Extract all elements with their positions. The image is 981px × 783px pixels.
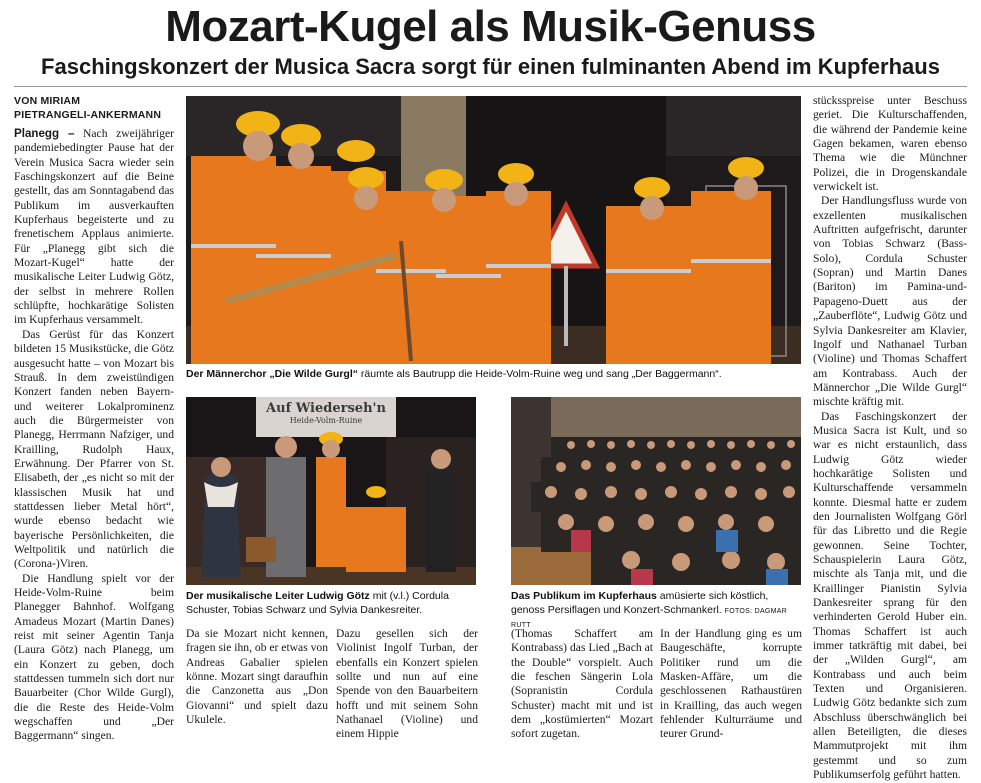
article-column-1 xyxy=(14,94,175,743)
paragraph: Dazu gesellen sich der Violinist Ingolf Turban, der ebenfalls ein Konzert spielen sollte und nun auf eine Spende von den Bauarbeitern hofft und mit seinem Sohn Nathanael (Violine) und einem Hippie xyxy=(336,627,478,741)
caption-left-photo xyxy=(186,590,478,617)
caption-main-bold: Der Männerchor „Die Wilde Gurgl“ xyxy=(186,368,359,380)
caption-left-text: mit (v.l.) Cordula Schuster, Tobias Schwarz und Sylvia Dankesreiter. xyxy=(186,590,449,616)
paragraph-text: Nach zweijähriger pandemiebedingter Pause hat der Verein Musica Sacra wieder sein Faschingskonzert auf die Beine gestellt, das am Sonntagabend das Publikum im ausverkauften Kupferhaus begeisterte und zu frenetischem Applaus animierte. Für „Planegg gibt sich die Mozart-Kugel“ hatte der musikalische Leiter Ludwig Götz, der selbst in mehrere Rollen schlüpfte, hochkarätige Solisten im Kupferhaus versammelt. xyxy=(14,127,175,327)
caption-right-text: amüsierte sich köstlich, genoss Persiflagen und Konzert-Schmankerl. xyxy=(511,590,769,616)
paragraph xyxy=(14,127,174,328)
caption-main-photo xyxy=(186,368,801,382)
article-column-3 xyxy=(336,627,478,741)
byline-line-2: PIETRANGELI-ANKERMANN xyxy=(14,109,162,121)
photo-publikum xyxy=(511,397,801,585)
byline-line-1: VON MIRIAM xyxy=(14,95,81,107)
paragraph: Das Gerüst für das Konzert bildeten 15 Musikstücke, die Götz ausgesucht hatte – von Mozart bis Strauß. In dem zweistündigen Konzert fanden neben Bayern- und weiterer Lokalprominenz auch die Bürgermeister von Planegg, Herrmann Nafziger, und Krailling, Rudolph Haux, Erwähnung. Der Pfarrer von St. Elisabeth, der „es nicht so mit der klassischen Musik hat und stattdessen lieber Metal hört“, wurde ebenso bedacht wie bayerische Persönlichkeiten, die Weltpolitik und natürlich die (Corona-)Viren. xyxy=(14,327,174,571)
photo-credit: FOTOS: DAGMAR RUTT xyxy=(511,607,788,629)
article-column-4 xyxy=(511,627,653,741)
caption-right-bold: Das Publikum im Kupferhaus xyxy=(511,590,657,602)
subheadline: Faschingskonzert der Musica Sacra sorgt für einen fulminanten Abend im Kupferhaus xyxy=(41,54,940,79)
paragraph: Der Handlungsfluss wurde von exzellenten musikalischen Auftritten aufgefrischt, darunter von Tobias Schwarz (Bass-Solo), Cordula Schuster (Sopran) und Martin Danes (Bariton) im Pamina-und-Papageno-Duett aus der „Zauberflöte“, Ludwig Götz und Sylvia Dankesreiter am Klavier, Ingolf und Nathanael Turban (Violine) und Thomas Schaffert am Kontrabass. Auch der Männerchor „Die Wilde Gurgl“ mischte kräftig mit. xyxy=(813,194,967,409)
paragraph: In der Handlung ging es um Baugeschäfte, korrupte Politiker rund um die Masken-Affäre, um die geschlossenen Rathaustüren in Krailling, das auch wegen fehlender Kulturräume und teurer Grund- xyxy=(660,627,802,741)
byline xyxy=(14,94,174,122)
stage-sign-subtitle: Heide-Volm-Ruine xyxy=(289,416,363,425)
paragraph: Da sie Mozart nicht kennen, fragen sie ihn, ob er etwas von Andreas Gabalier spielen könne. Mozart singt daraufhin die Canzonetta aus „Don Giovanni“ und spielt dazu Ukulele. xyxy=(186,627,328,727)
article-column-6 xyxy=(813,94,967,782)
paragraph: (Thomas Schaffert am Kontrabass) das Lied „Bach at the Double“ vorspielt. Auch die feschen Sängerin Lola (Sopranistin Cordula Schuster) macht mit und ist dem „kostümierten“ Mozart sofort zugetan. xyxy=(511,627,653,741)
paragraph: Das Faschingskonzert der Musica Sacra ist Kult, und so war es nicht erstaunlich, dass Ludwig Götz wieder hochkarätige Solisten und Kulturschaffende versammeln konnte. Diesmal hatte er zudem den Journalisten Wolfgang Görl für das Libretto und die Regie gewonnen. Seine Tochter, Schauspielerin Laura Götz, mischte als Tanja mit, und die Kraillinger Pianistin Sylvia Dankesreiter sprang für den verhinderten Gerold Huber ein. Thomas Schaffert ist auch immer tatkräftig mit dabei, bei der „Wilden Gurgl“, am Kontrabass und auch beim Texten und Organisieren. Ludwig Götz bedankte sich zum Abschluss überschwänglich bei allen Beteiligten, die dieses Mammutprojekt mit ihm gestemmt und so zum Publikumserfolg geführt hatten. xyxy=(813,409,967,782)
headline: Mozart-Kugel als Musik-Genuss xyxy=(165,2,816,51)
header-rule xyxy=(14,86,967,87)
photo-ludwig-goetz xyxy=(186,397,476,585)
photo-maennerchor xyxy=(186,96,801,364)
article-column-2 xyxy=(186,627,328,727)
paragraph: stücksspreise unter Beschuss geriet. Die Kulturschaffenden, die während der Pandemie keine Gagen bekamen, waren ebenso Thema wie die Münchner Polizei, die in Drogenskandale verwickelt ist. xyxy=(813,94,967,194)
stage-sign xyxy=(256,401,396,425)
article-column-5 xyxy=(660,627,802,741)
caption-left-bold: Der musikalische Leiter Ludwig Götz xyxy=(186,590,370,602)
dateline: Planegg – xyxy=(14,127,75,140)
caption-main-text: räumte als Bautrupp die Heide-Volm-Ruine weg und sang „Der Baggermann“. xyxy=(358,368,722,380)
paragraph: Die Handlung spielt vor der Heide-Volm-Ruine beim Planegger Bahnhof. Wolfgang Amadeus Mozart (Martin Danes) reist mit seiner Agentin Tanja (Laura Götz) nach Planegg, um ein Konzert zu geben, doch stattdessen tummeln sich dort nur Bauarbeiter (Chor Wilde Gurgl), die die Reste des Heide-Volm wegschaffen und „Der Baggermann“ singen. xyxy=(14,571,174,743)
stage-sign-title: Auf Wiederseh'n xyxy=(266,401,386,416)
